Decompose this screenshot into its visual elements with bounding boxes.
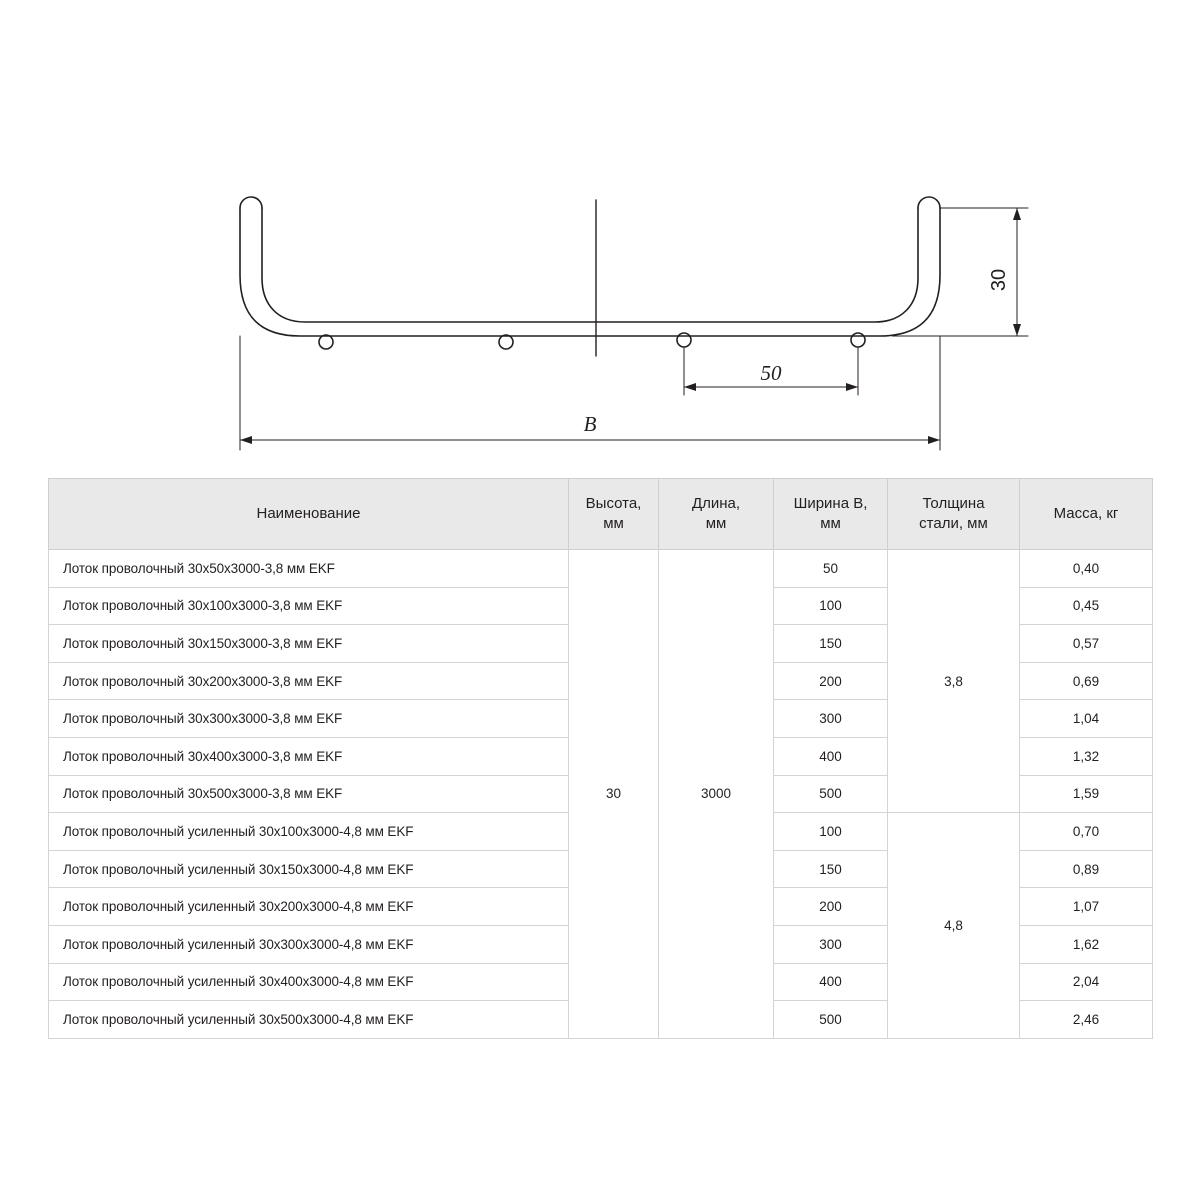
cell-name: Лоток проволочный 30х300х3000-3,8 мм EKF: [49, 700, 569, 738]
wire-tray-cross-section-drawing: [0, 150, 1200, 470]
column-header-width-line1: Ширина B,: [793, 494, 868, 512]
cell-mass: 0,57: [1020, 625, 1153, 663]
table-row: [49, 550, 1153, 588]
cell-name: Лоток проволочный 30х50х3000-3,8 мм EKF: [49, 550, 569, 588]
width-arrow-right: [928, 436, 940, 444]
cell-mass: 0,89: [1020, 850, 1153, 888]
cell-name: Лоток проволочный усиленный 30х300х3000-4,8 мм EKF: [49, 925, 569, 963]
cell-width: 400: [774, 737, 888, 775]
cell-mass: 1,62: [1020, 925, 1153, 963]
tray-inner-wire: [262, 208, 918, 322]
cell-width: 100: [774, 813, 888, 851]
column-header-thickness-line2: стали, мм: [919, 515, 988, 532]
column-header-thickness-line1: Толщина: [922, 494, 985, 512]
cell-width: 300: [774, 925, 888, 963]
cell-width: 500: [774, 775, 888, 813]
cell-height-merged: 30: [569, 550, 659, 1039]
pitch-arrow-left: [684, 383, 696, 391]
column-header-length: [659, 479, 774, 550]
cell-mass: 1,04: [1020, 700, 1153, 738]
cell-thickness-merged-38: 3,8: [888, 550, 1020, 813]
column-header-mass: [1020, 479, 1153, 550]
column-header-name: [49, 479, 569, 550]
cell-name: Лоток проволочный 30х400х3000-3,8 мм EKF: [49, 737, 569, 775]
longitudinal-wire-2: [499, 335, 513, 349]
column-header-mass-line1: Масса, кг: [1053, 504, 1119, 522]
cell-width: 150: [774, 625, 888, 663]
column-header-length-line2: мм: [705, 515, 727, 532]
cell-mass: 2,46: [1020, 1001, 1153, 1039]
cell-width: 500: [774, 1001, 888, 1039]
cell-width: 400: [774, 963, 888, 1001]
cell-name: Лоток проволочный 30х500х3000-3,8 мм EKF: [49, 775, 569, 813]
column-header-name-line1: Наименование: [256, 504, 361, 522]
table-body: [49, 550, 1153, 1039]
cell-mass: 1,59: [1020, 775, 1153, 813]
cell-name: Лоток проволочный усиленный 30х150х3000-4,8 мм EKF: [49, 850, 569, 888]
width-dimension-label: B: [583, 412, 597, 436]
cell-mass: 0,70: [1020, 813, 1153, 851]
table-header: [49, 479, 1153, 550]
table-header-row: [49, 479, 1153, 550]
cell-width: 50: [774, 550, 888, 588]
cell-mass: 0,45: [1020, 587, 1153, 625]
specification-table-wrapper: [48, 478, 1152, 1039]
cell-width: 300: [774, 700, 888, 738]
cell-name: Лоток проволочный усиленный 30х100х3000-4,8 мм EKF: [49, 813, 569, 851]
cell-width: 200: [774, 888, 888, 926]
cell-thickness-merged-48: 4,8: [888, 813, 1020, 1039]
column-header-height: [569, 479, 659, 550]
longitudinal-wire-3: [677, 333, 691, 347]
cell-mass: 2,04: [1020, 963, 1153, 1001]
cell-mass: 0,40: [1020, 550, 1153, 588]
column-header-height-line1: Высота,: [585, 494, 642, 512]
cell-name: Лоток проволочный 30х150х3000-3,8 мм EKF: [49, 625, 569, 663]
cell-mass: 1,07: [1020, 888, 1153, 926]
width-arrow-left: [240, 436, 252, 444]
height-dimension-label: 30: [988, 268, 1010, 292]
cell-name: Лоток проволочный усиленный 30х400х3000-4,8 мм EKF: [49, 963, 569, 1001]
cell-mass: 1,32: [1020, 737, 1153, 775]
height-arrow-down: [1013, 324, 1021, 336]
tray-outer-wire: [240, 208, 940, 336]
pitch-arrow-right: [846, 383, 858, 391]
height-arrow-up: [1013, 208, 1021, 220]
cell-name: Лоток проволочный усиленный 30х500х3000-4,8 мм EKF: [49, 1001, 569, 1039]
column-header-height-line2: мм: [603, 515, 624, 532]
pitch-dimension-label: 50: [760, 361, 782, 385]
cell-name: Лоток проволочный усиленный 30х200х3000-4,8 мм EKF: [49, 888, 569, 926]
cell-mass: 0,69: [1020, 662, 1153, 700]
column-header-length-line1: Длина,: [691, 494, 741, 512]
cell-width: 200: [774, 662, 888, 700]
cell-name: Лоток проволочный 30х200х3000-3,8 мм EKF: [49, 662, 569, 700]
cell-width: 100: [774, 587, 888, 625]
longitudinal-wire-4: [851, 333, 865, 347]
column-header-width-line2: мм: [820, 515, 841, 532]
specification-table: [48, 478, 1153, 1039]
longitudinal-wire-1: [319, 335, 333, 349]
left-wire-cap: [240, 197, 262, 208]
cell-length-merged: 3000: [659, 550, 774, 1039]
column-header-thickness: [888, 479, 1020, 550]
cell-width: 150: [774, 850, 888, 888]
right-wire-cap: [918, 197, 940, 208]
cell-name: Лоток проволочный 30х100х3000-3,8 мм EKF: [49, 587, 569, 625]
column-header-width: [774, 479, 888, 550]
